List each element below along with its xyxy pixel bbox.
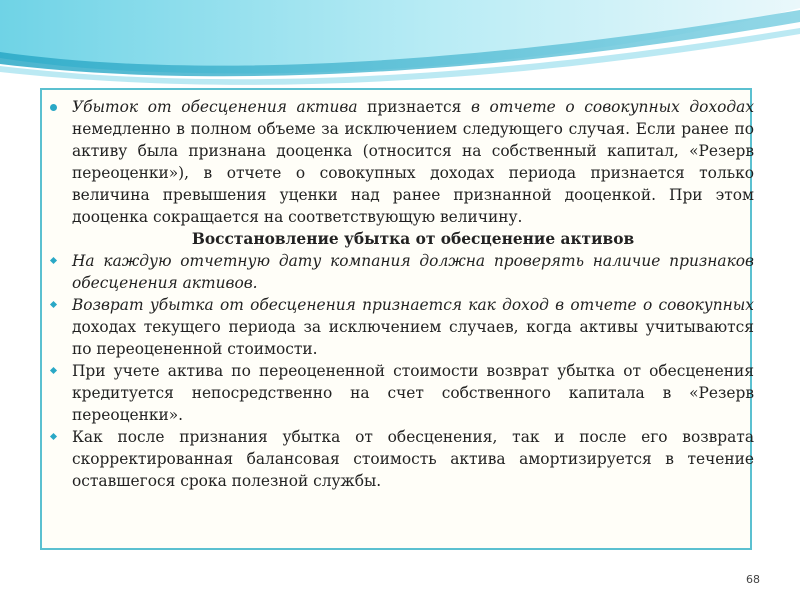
intro-text-2: признается <box>357 98 471 116</box>
bullet-item <box>72 294 754 360</box>
intro-italic-1: Убыток от обесценения актива <box>72 98 358 116</box>
bullet-italic: Возврат убытка от обесценения признается как доход в отчете о совокупных <box>72 296 754 314</box>
slide-text <box>72 96 754 492</box>
content-box <box>40 88 752 550</box>
bullet-item: Как после признания убытка от обесценения, так и после его возврата скорректированная балансовая стоимость актива амортизируется в течение оставшегося срока полезной службы. <box>72 428 754 490</box>
bullet-item: На каждую отчетную дату компания должна проверять наличие признаков обесценения активов. <box>72 252 754 292</box>
page-number: 68 <box>746 573 760 586</box>
bullet-regular: доходах текущего периода за исключением случаев, когда активы учитываются по переоцененной стоимости. <box>72 318 754 358</box>
section-heading: Восстановление убытка от обесценение активов <box>191 230 635 248</box>
intro-paragraph <box>72 96 754 228</box>
header-wave-decoration <box>0 0 800 90</box>
bullet-item: При учете актива по переоцененной стоимости возврат убытка от обесценения кредитуется непосредственно на счет собственного капитала в «Резерв переоценки». <box>72 362 754 424</box>
intro-italic-3: в отчете о совокупных доходах <box>470 98 754 116</box>
intro-text-4: немедленно в полном объеме за исключением следующего случая. Если ранее по активу была признана дооценка (относится на собственный капитал, «Резерв переоценки»), в отчете о совокупных доходах периода признается только величина превышения уценки над ранее признанной дооценкой. При этом дооценка сокращается на соответствующую величину. <box>72 120 754 226</box>
